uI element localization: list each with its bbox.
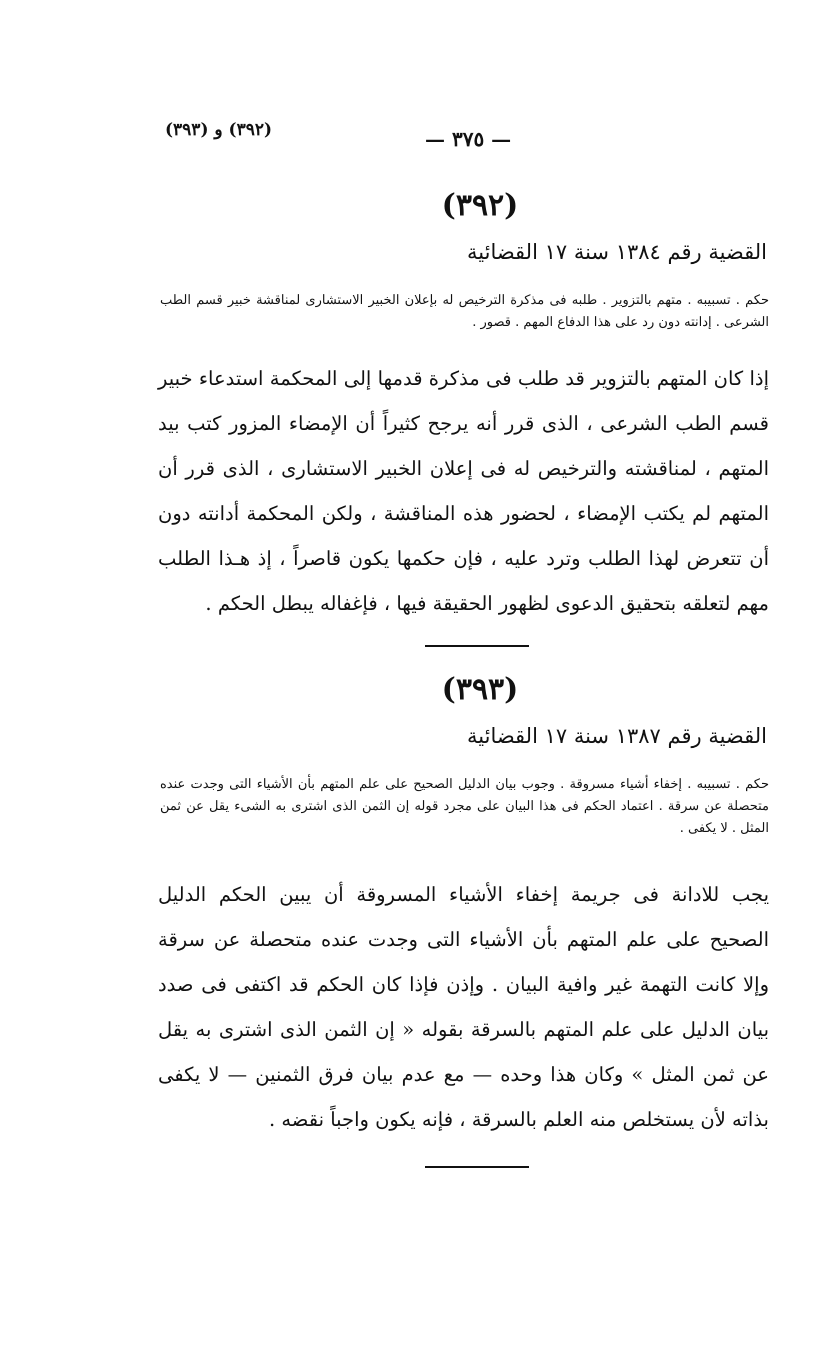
section-divider: [425, 645, 529, 647]
end-divider: [425, 1166, 529, 1168]
case-title-392: القضية رقم ١٣٨٤ سنة ١٧ القضائية: [467, 240, 767, 264]
case-number-393: (٣٩٣): [441, 672, 519, 707]
case-summary-393: حكم . تسبيبه . إخفاء أشياء مسروقة . وجوب بيان الدليل الصحيح على علم المتهم بأن الأشياء التى وجدت عنده متحصلة عن سرقة . اعتماد الحكم فى هذا البيان على مجرد قوله إن الثمن الذى اشترى به الشىء يقل عن ثمن المثل . لا يكفى .: [160, 777, 769, 836]
page-number: — ٣٧٥ —: [425, 127, 512, 151]
case-title-393: القضية رقم ١٣٨٧ سنة ١٧ القضائية: [467, 724, 767, 748]
header-case-numbers: (٣٩٢) و (٣٩٣): [165, 120, 273, 140]
case-summary-392: حكم . تسبيبه . متهم بالتزوير . طلبه فى مذكرة الترخيص له بإعلان الخبير الاستشارى لمناقشة خبير قسم الطب الشرعى . إدانته دون رد على هذا الدفاع المهم . قصور .: [160, 293, 769, 330]
case-number-392: (٣٩٢): [441, 188, 519, 223]
case-body-392: إذا كان المتهم بالتزوير قد طلب فى مذكرة قدمها إلى المحكمة استدعاء خبير قسم الطب الشرعى ، الذى قرر أنه يرجح كثيراً أن الإمضاء المزور كتب بيد المتهم ، لمناقشته والترخيص له فى إعلان الخبير الاستشارى ، الذى قرر أن المتهم لم يكتب الإمضاء ، لحضور هذه المناقشة ، ولكن المحكمة أدانته دون أن تتعرض لهذا الطلب وترد عليه ، فإن حكمها يكون قاصراً ، إذ هـذا الطلب مهم لتعلقه بتحقيق الدعوى لظهور الحقيقة فيها ، فإغفاله يبطل الحكم .: [158, 367, 769, 615]
case-body-393: يجب للادانة فى جريمة إخفاء الأشياء المسروقة أن يبين الحكم الدليل الصحيح على علم المتهم بأن الأشياء التى وجدت عنده متحصلة عن سرقة وإلا كانت التهمة غير وافية البيان . وإذن فإذا كان الحكم قد اكتفى فى صدد بيان الدليل على علم المتهم بالسرقة بقوله « إن الثمن الذى اشترى به يقل عن ثمن المثل » وكان هذا وحده — مع عدم بيان فرق الثمنين — لا يكفى بذاته لأن يستخلص منه العلم بالسرقة ، فإنه يكون واجباً نقضه .: [158, 883, 769, 1131]
